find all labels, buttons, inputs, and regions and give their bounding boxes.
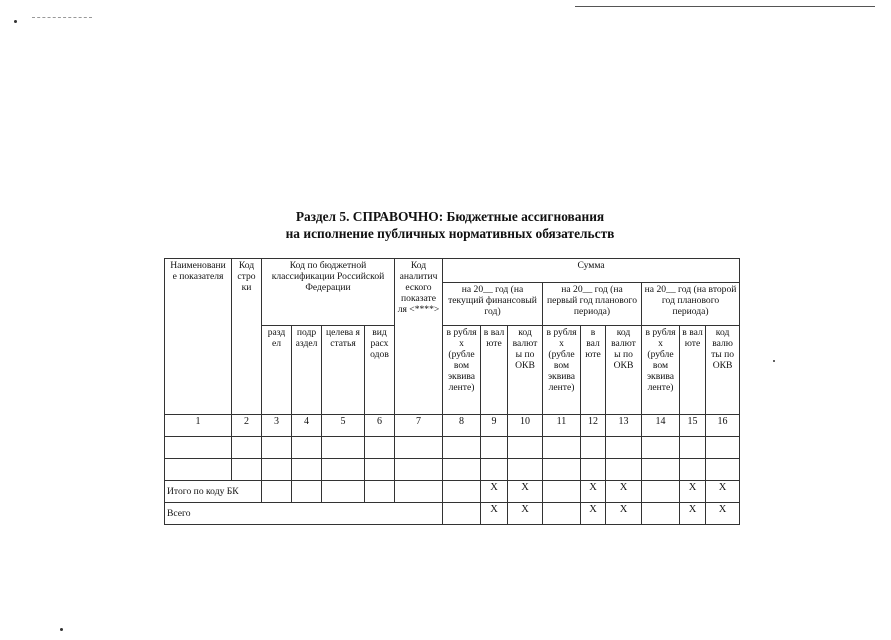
x-mark: X <box>680 481 706 503</box>
column-number: 5 <box>322 415 365 437</box>
x-mark: X <box>606 503 642 525</box>
column-number: 11 <box>543 415 581 437</box>
column-number: 4 <box>292 415 322 437</box>
table-cell <box>365 459 395 481</box>
x-mark: X <box>508 481 543 503</box>
table-cell <box>642 481 680 503</box>
table-cell <box>443 437 481 459</box>
column-number: 12 <box>581 415 606 437</box>
empty-data-row <box>165 459 740 481</box>
scan-speck <box>60 628 63 631</box>
x-mark: X <box>508 503 543 525</box>
header-currency: в вал юте <box>581 326 606 415</box>
x-mark: X <box>706 503 740 525</box>
table-cell <box>322 437 365 459</box>
header-expense-type: вид расх одов <box>365 326 395 415</box>
header-section: разд ел <box>262 326 292 415</box>
table-cell <box>508 459 543 481</box>
scan-speck <box>14 20 17 23</box>
table-cell <box>292 437 322 459</box>
section-title-line1: Раздел 5. СПРАВОЧНО: Бюджетные ассигнования <box>295 209 605 224</box>
table-cell <box>642 459 680 481</box>
header-line-code: Код стро ки <box>232 259 262 415</box>
table-cell <box>706 437 740 459</box>
column-number: 3 <box>262 415 292 437</box>
table-cell <box>706 459 740 481</box>
x-mark: X <box>581 503 606 525</box>
table-cell <box>680 437 706 459</box>
header-okv-code: код валют ы по ОКВ <box>508 326 543 415</box>
subtotal-label: Итого по коду БК <box>165 481 262 503</box>
table-cell <box>395 481 443 503</box>
total-row <box>165 503 740 525</box>
section-title-line2: на исполнение публичных нормативных обязательств <box>285 226 615 241</box>
header-currency: в вал юте <box>481 326 508 415</box>
table-cell <box>165 437 232 459</box>
x-mark: X <box>706 481 740 503</box>
table-cell <box>543 481 581 503</box>
table-cell <box>481 437 508 459</box>
column-number: 13 <box>606 415 642 437</box>
header-name: Наименовани е показателя <box>165 259 232 415</box>
table-cell <box>680 459 706 481</box>
scan-speck <box>773 360 775 362</box>
header-analytic-code: Код аналитич еского показате ля <****> <box>395 259 443 415</box>
table-cell <box>443 481 481 503</box>
table-cell <box>606 437 642 459</box>
table-cell <box>262 459 292 481</box>
table-cell <box>543 437 581 459</box>
table-cell <box>232 437 262 459</box>
column-number: 16 <box>706 415 740 437</box>
table-cell <box>262 481 292 503</box>
appropriations-table <box>164 258 740 525</box>
table-cell <box>443 459 481 481</box>
total-label: Всего <box>165 503 443 525</box>
x-mark: X <box>680 503 706 525</box>
table-cell <box>543 459 581 481</box>
scan-artifact-line <box>575 6 875 7</box>
table-cell <box>443 503 481 525</box>
column-number: 8 <box>443 415 481 437</box>
column-number: 15 <box>680 415 706 437</box>
column-number: 7 <box>395 415 443 437</box>
header-period-second: на 20__ год (на второй год планового периода) <box>642 283 740 326</box>
header-sum: Сумма <box>443 259 740 283</box>
table-cell <box>262 437 292 459</box>
subtotal-row <box>165 481 740 503</box>
x-mark: X <box>606 481 642 503</box>
header-rubles: в рубля х (рубле вом эквива ленте) <box>443 326 481 415</box>
column-number: 10 <box>508 415 543 437</box>
header-rubles: в рубля х (рубле вом эквива ленте) <box>642 326 680 415</box>
table-cell <box>165 459 232 481</box>
table-cell <box>481 459 508 481</box>
table-cell <box>543 503 581 525</box>
header-bk-code: Код по бюджетной классификации Российской Федерации <box>262 259 395 326</box>
column-numbers-row <box>165 415 740 437</box>
table-cell <box>581 459 606 481</box>
column-number: 2 <box>232 415 262 437</box>
header-subsection: подр аздел <box>292 326 322 415</box>
x-mark: X <box>581 481 606 503</box>
header-target-article: целева я статья <box>322 326 365 415</box>
table-cell <box>292 459 322 481</box>
table-cell <box>365 437 395 459</box>
header-rubles: в рубля х (рубле вом эквива ленте) <box>543 326 581 415</box>
header-currency: в вал юте <box>680 326 706 415</box>
table-cell <box>581 437 606 459</box>
x-mark: X <box>481 481 508 503</box>
header-okv-code: код валют ы по ОКВ <box>606 326 642 415</box>
header-period-first: на 20__ год (на первый год планового периода) <box>543 283 642 326</box>
header-okv-code: код валю ты по ОКВ <box>706 326 740 415</box>
table-cell <box>642 503 680 525</box>
empty-data-row <box>165 437 740 459</box>
header-period-current: на 20__ год (на текущий финансовый год) <box>443 283 543 326</box>
column-number: 9 <box>481 415 508 437</box>
table-cell <box>232 459 262 481</box>
scan-artifact-dash <box>32 17 92 18</box>
table-cell <box>395 437 443 459</box>
table-cell <box>642 437 680 459</box>
table-cell <box>322 459 365 481</box>
table-cell <box>395 459 443 481</box>
table-cell <box>606 459 642 481</box>
column-number: 14 <box>642 415 680 437</box>
table-cell <box>322 481 365 503</box>
table-cell <box>292 481 322 503</box>
column-number: 6 <box>365 415 395 437</box>
x-mark: X <box>481 503 508 525</box>
table-cell <box>365 481 395 503</box>
section-title <box>150 208 750 242</box>
table-cell <box>508 437 543 459</box>
column-number: 1 <box>165 415 232 437</box>
